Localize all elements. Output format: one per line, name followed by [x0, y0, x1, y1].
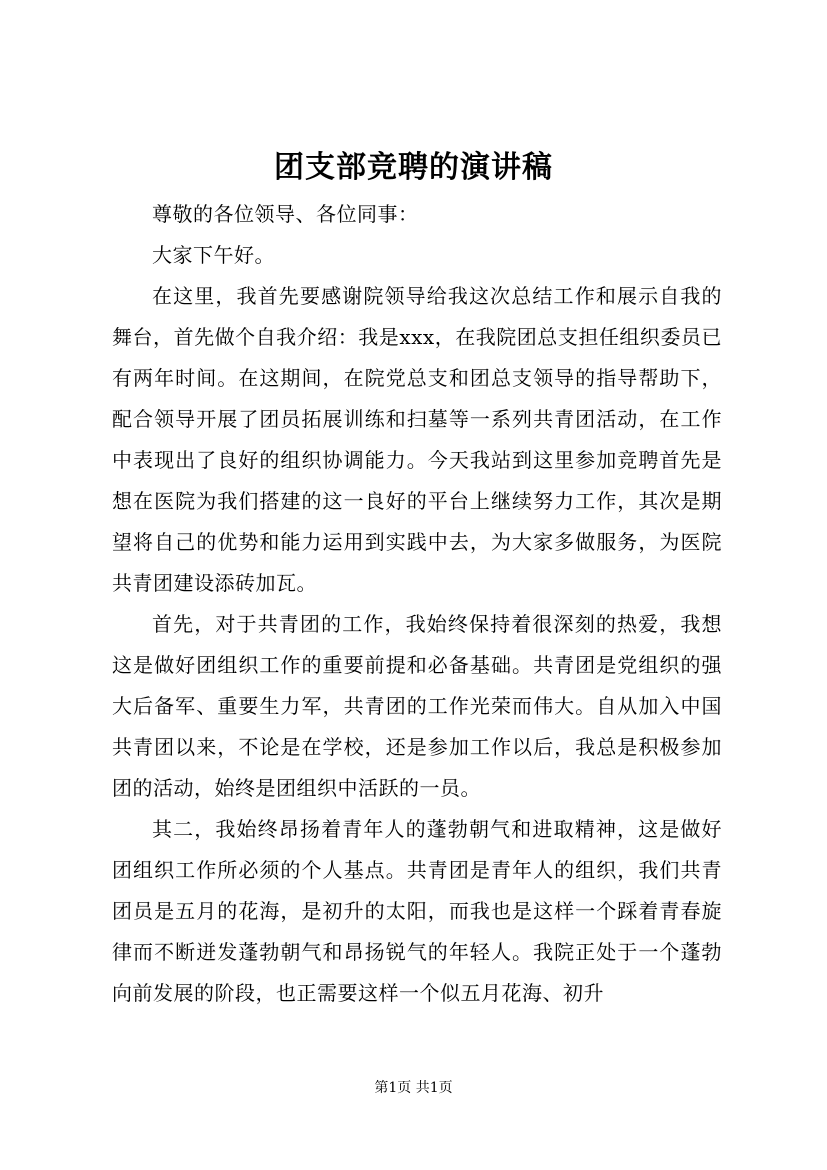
greeting-paragraph: 尊敬的各位领导、各位同事：: [152, 202, 419, 226]
page-footer: 第1页 共1页: [374, 1080, 453, 1096]
intro-paragraph: 在这里，我首先要感谢院领导给我这次总结工作和展示自我的舞台，首先做个自我介绍：我是xxx，在我院团总支担任组织委员已有两年时间。在这期间，在院党总支和团总支领导的指导帮助下，配合领导开展了团员拓展训练和扫墓等一系列共青团活动，在工作中表现出了良好的组织协调能力。今天我站到这里参加竞聘首先是想在医院为我们搭建的这一良好的平台上继续努力工作，其次是期望将自己的优势和能力运用到实践中去，为大家多做服务，为医院共青团建设添砖加瓦。: [112, 284, 722, 595]
document-title: 团支部竞聘的演讲稿: [274, 150, 553, 185]
salutation-paragraph: 大家下午好。: [152, 243, 275, 267]
second-point-paragraph: 其二，我始终昂扬着青年人的蓬勃朝气和进取精神，这是做好团组织工作所必须的个人基点。共青团是青年人的组织，我们共青团员是五月的花海，是初升的太阳，而我也是这样一个踩着青春旋律而不断迸发蓬勃朝气和昂扬锐气的年轻人。我院正处于一个蓬勃向前发展的阶段，也正需要这样一个似五月花海、初升: [112, 817, 722, 1005]
document-body: [112, 194, 722, 1014]
first-point-paragraph: 首先，对于共青团的工作，我始终保持着很深刻的热爱，我想这是做好团组织工作的重要前提和必备基础。共青团是党组织的强大后备军、重要生力军，共青团的工作光荣而伟大。自从加入中国共青团以来，不论是在学校，还是参加工作以后，我总是积极参加团的活动，始终是团组织中活跃的一员。: [112, 612, 722, 800]
